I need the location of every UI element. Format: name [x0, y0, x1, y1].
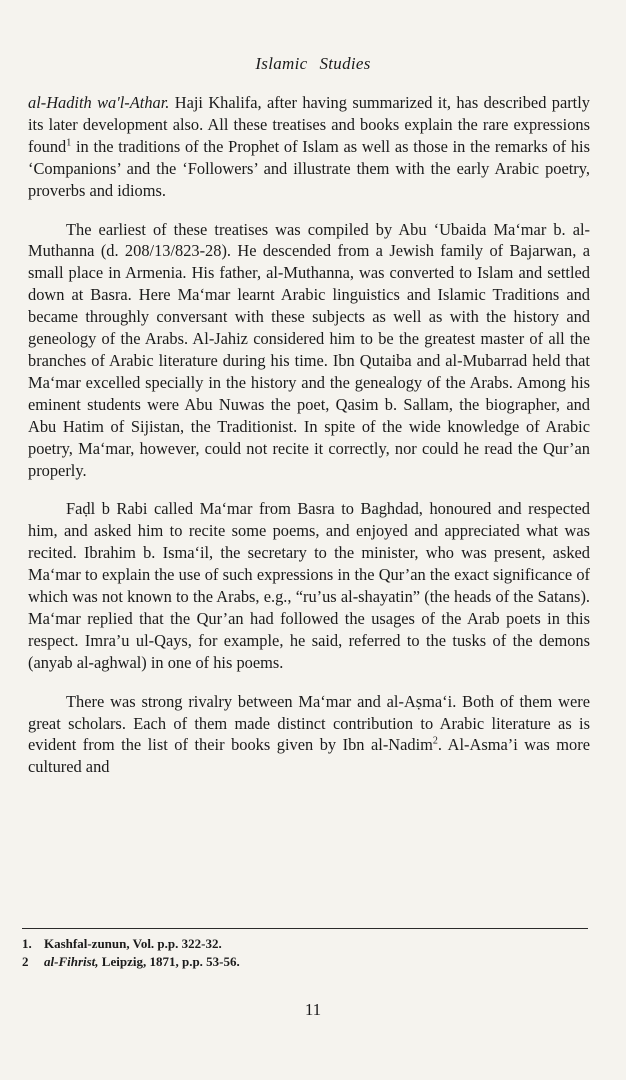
footnote-1-text: Kashfal-zunun, Vol. p.p. 322-32.: [44, 936, 222, 951]
paragraph-4-text-a: There was strong rivalry between Ma‘mar and al-Aṣma‘i. Both of them were great scholars. Each of them made distinct contribution to Arabic literature as is evident from the list of their books given by Ibn al-Nadim: [28, 691, 590, 755]
footnote-2-number: 2: [22, 954, 29, 969]
footnote-1-number: 1.: [22, 936, 32, 951]
running-head: [0, 54, 626, 74]
paragraph-4: [28, 691, 590, 779]
footnote-1: [22, 935, 588, 953]
footnote-2-body: [44, 953, 240, 971]
footnote-2-title: al-Fihrist,: [44, 954, 99, 969]
paragraph-2: The earliest of these treatises was compiled by Abu ‘Ubaida Ma‘mar b. al-Muthanna (d. 208/13/823-28). He descended from a Jewish family of Bajarwan, a small place in Armenia. His father, al-Muthanna, was converted to Islam and settled down at Basra. Here Ma‘mar learnt Arabic linguistics and Islamic Traditions and became throughly conversant with these subjects as well as with the history and geneology of the Arabs. Al-Jahiz considered him to be the greatest master of all the branches of Arabic literature during his time. Ibn Qutaiba and al-Mubarrad held that Ma‘mar excelled specially in the history and the genealogy of the Arabs. Among his eminent students were Abu Nuwas the poet, Qasim b. Sallam, the biographer, and Abu Hatim of Sijistan, the Traditionist. In spite of the wide knowledge of Arabic poetry, Ma‘mar, however, could not recite it correctly, nor could he read the Qur’an properly.: [28, 219, 590, 480]
paragraph-4-text-b: . Al-Asma’i was more cultured and: [28, 735, 590, 777]
page-number: 11: [304, 1000, 322, 1019]
footnote-2-text: Leipzig, 1871, p.p. 53-56.: [98, 954, 240, 969]
footnote-rule: [22, 928, 588, 929]
body-text: [28, 92, 590, 778]
footnote-ref-1: 1: [66, 137, 72, 149]
footnote-ref-2: 2: [432, 736, 438, 747]
paragraph-3: Faḍl b Rabi called Ma‘mar from Basra to Baghdad, honoured and respected him, and asked him to recite some poems, and enjoyed and appreciated what was recited. Ibrahim b. Isma‘il, the secretary to the minister, who was present, asked Ma‘mar to explain the use of such expressions in the Qur’an the exact significance of which was not known to the Arabs, e.g., “ru’us al-shayatin” (the heads of the Satans). Ma‘mar replied that the Qur’an had followed the usages of the Arab poets in this respect. Imra’u ul-Qays, for example, he said, referred to the tusks of the demons (anyab al-aghwal) in one of his poems.: [28, 499, 590, 672]
running-head-word-1: Islamic: [255, 54, 308, 73]
paragraph-1: [28, 92, 590, 202]
paragraph-1-lead-title: al-Hadith wa'l-Athar.: [28, 93, 170, 112]
paragraph-1-text-b: in the traditions of the Prophet of Islam as well as those in the remarks of his ‘Companions’ and the ‘Followers’ and illustrate them with the early Arabic poetry, proverbs and idioms.: [28, 136, 590, 200]
running-head-word-2: Studies: [319, 54, 371, 73]
footnotes: [22, 935, 588, 971]
footnote-2: [22, 953, 588, 971]
paragraph-1-text-a: Haji Khalifa, after having summarized it, has described partly its later development also. All these treatises and books explain the rare expressions found: [28, 93, 590, 156]
